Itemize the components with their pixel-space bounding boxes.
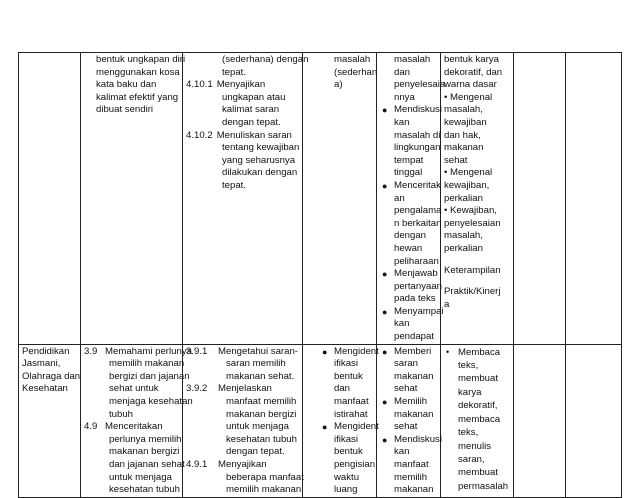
text-line: lingkungan: [394, 142, 441, 154]
text-line: makanan: [444, 142, 484, 154]
cell-competency: [81, 53, 186, 345]
bullet-icon: ●: [382, 434, 388, 445]
cell-blank: [566, 53, 622, 345]
text-line: kesehatan tubuh: [226, 433, 297, 445]
bullet-icon: ●: [382, 180, 388, 191]
text-line: dan hak,: [444, 129, 481, 141]
text-line: bentuk: [334, 370, 363, 382]
text-line: Mendiskusi: [394, 104, 442, 116]
text-line: dan: [394, 66, 411, 78]
text-line: bergizi dan jajanan: [109, 370, 190, 382]
indicator-item: [186, 130, 300, 143]
cell-indicator: [183, 344, 303, 497]
subject-line: Olahraga dan: [22, 370, 81, 382]
bullet-icon: ●: [382, 397, 388, 408]
text-line: kan: [394, 318, 410, 330]
text-line: • Mengenal: [444, 91, 493, 103]
text-line: makanan: [394, 484, 434, 496]
list-item: [380, 268, 443, 306]
cell-activity: [377, 53, 446, 345]
text-line: Memberi: [394, 345, 432, 357]
text-line: Menyajikan: [218, 459, 267, 470]
table-row: [19, 53, 622, 345]
list-item: [380, 305, 444, 344]
text-line: sehat: [444, 154, 468, 166]
text-line: • Kewajiban,: [444, 205, 497, 217]
cell-material: [303, 53, 377, 345]
bullet-icon: ●: [322, 422, 328, 433]
list-item: [380, 346, 438, 396]
text-line: menggunakan kosa: [96, 66, 180, 78]
text-line: ungkapan atau: [222, 91, 286, 103]
text-line: Praktik/Kinerj: [444, 286, 501, 298]
text-line: manfaat: [394, 459, 429, 470]
competency-text: [84, 54, 186, 117]
text-line: dan: [334, 383, 351, 395]
text-line: a: [444, 298, 450, 310]
text-line: untuk menjaga: [226, 421, 289, 433]
indicator-item: [186, 346, 300, 384]
text-line: an: [394, 192, 405, 204]
text-line: teks,: [458, 427, 479, 439]
text-line: makanan sehat.: [226, 370, 295, 382]
list-item: [380, 104, 442, 180]
text-line: Menyajikan: [216, 79, 266, 91]
text-line: kewajiban,: [444, 179, 490, 191]
text-line: pertanyaan: [394, 280, 443, 292]
text-line: dilakukan dengan: [222, 167, 298, 179]
text-line: masalah di: [394, 129, 441, 141]
text-line: pendapat: [394, 331, 435, 343]
competency-item: [84, 345, 193, 422]
text-line: manfaat: [334, 396, 369, 408]
text-line: (sederhana) dengan: [222, 54, 309, 65]
list-item: [380, 179, 442, 268]
indicator-number: 4.10.1: [186, 79, 213, 91]
subject-line: Pendidikan: [22, 345, 70, 357]
text-line: memilih makanan: [109, 358, 185, 370]
text-line: ifikasi: [334, 358, 358, 370]
text-line: pengalama: [394, 205, 442, 217]
material-list: [306, 345, 379, 497]
assessment-heading: Keterampilan: [444, 264, 501, 276]
list-item: [444, 346, 511, 493]
text-line: tempat: [394, 154, 424, 166]
text-line: kan: [394, 116, 410, 128]
indicator-item: [186, 383, 300, 459]
text-line: Menceritak: [394, 179, 441, 191]
text-line: menulis: [458, 440, 492, 452]
text-line: (sederhan: [334, 66, 378, 78]
list-item: [380, 433, 442, 497]
text-line: memilih: [394, 471, 428, 483]
cell-blank: [514, 53, 566, 345]
text-line: sehat: [394, 421, 418, 433]
bullet-icon: ●: [382, 105, 388, 116]
text-line: perlunya memilih: [109, 433, 182, 445]
text-line: tubuh: [109, 408, 134, 420]
text-line: Mengident: [334, 421, 379, 433]
text-line: dengan tepat.: [222, 116, 281, 128]
text-line: dekoratif,: [458, 400, 498, 412]
text-line: dibuat sendiri: [96, 104, 154, 116]
indicator-number: 3.9.1: [186, 345, 208, 357]
list-item: [320, 421, 379, 497]
text-line: perkalian: [444, 242, 483, 254]
text-line: sehat untuk: [109, 383, 159, 395]
text-line: luang: [334, 484, 358, 496]
text-line: kalimat efektif yang: [96, 91, 179, 103]
text-line: makanan: [394, 370, 434, 382]
text-line: Membaca: [458, 346, 501, 358]
text-line: makanan: [394, 408, 434, 420]
text-line: yang seharusnya: [222, 154, 296, 166]
bullet-icon: ●: [382, 269, 388, 280]
text-line: nnya: [394, 91, 415, 103]
text-line: teks,: [458, 360, 479, 372]
text-line: manfaat memilih: [226, 396, 297, 408]
text-line: istirahat: [334, 408, 368, 420]
text-line: dengan: [394, 230, 427, 242]
text-line: n berkaitan: [394, 217, 442, 229]
text-line: dan jajanan sehat: [109, 459, 185, 470]
text-line: membaca: [458, 413, 501, 425]
text-line: Mengetahui saran-: [218, 345, 298, 357]
text-line: makanan bergizi: [109, 446, 180, 458]
text-line: hewan: [394, 242, 423, 254]
text-line: permasalah: [458, 480, 509, 492]
text-line: penyelesaian: [444, 217, 501, 229]
competency-number: 3.9: [84, 345, 98, 357]
assessment-list: [444, 346, 511, 493]
text-line: saran: [394, 358, 418, 370]
text-line: Mendiskusi: [394, 433, 442, 445]
text-line: Menyampai: [394, 305, 444, 317]
competency-number: 4.9: [84, 421, 98, 433]
cell-blank: [514, 344, 566, 497]
indicator-item: [186, 79, 300, 92]
text-line: warna dasar: [444, 79, 497, 91]
indicator-number: 3.9.2: [186, 383, 208, 395]
text-line: kan: [394, 446, 410, 458]
text-line: dekoratif, dan: [444, 66, 503, 78]
text-line: sehat: [394, 383, 418, 395]
text-line: membuat: [458, 373, 498, 385]
text-line: tepat.: [222, 179, 247, 191]
bullet-icon: ●: [382, 306, 388, 317]
bullet-icon: ●: [382, 346, 388, 357]
text-line: masalah: [394, 54, 431, 65]
text-line: kesehatan tubuh: [109, 484, 180, 496]
cell-competency: [81, 344, 193, 497]
table-row: [19, 344, 622, 497]
bullet-icon: ●: [322, 346, 328, 357]
text-line: a): [334, 79, 343, 91]
subject-line: Kesehatan: [22, 383, 68, 395]
text-line: ifikasi: [334, 433, 358, 445]
text-line: Memahami perlunya: [105, 345, 192, 357]
text-line: Menceritakan: [105, 421, 163, 433]
text-line: Mengident: [334, 345, 379, 357]
text-line: kalimat saran: [222, 104, 280, 116]
text-line: Menjelaskan: [218, 383, 272, 395]
cell-subject: [19, 53, 81, 345]
text-line: kewajiban: [444, 116, 487, 128]
text-line: dengan tepat.: [226, 446, 285, 458]
text-line: bentuk karya: [444, 54, 499, 65]
text-line: memilih makanan: [226, 484, 302, 496]
cell-activity: [377, 344, 441, 497]
cell-indicator: [183, 53, 309, 345]
text-line: Menjawab: [394, 268, 438, 280]
text-line: penyelesaia: [394, 79, 446, 91]
activity-list: [380, 104, 444, 343]
cell-assessment: [441, 53, 514, 345]
text-line: untuk menjaga: [109, 471, 172, 483]
text-line: peliharaan: [394, 255, 439, 267]
text-line: kata baku dan: [96, 79, 157, 91]
indicator-number: 4.10.2: [186, 129, 213, 141]
text-line: bentuk ungkapan diri: [96, 54, 186, 65]
text-line: tentang kewajiban: [222, 142, 300, 154]
text-line: tepat.: [222, 66, 247, 78]
activity-list: [380, 345, 442, 497]
text-line: membuat: [458, 467, 498, 479]
text-line: saran,: [458, 453, 485, 465]
text-line: Menuliskan saran: [216, 129, 292, 141]
cell-subject: [19, 344, 81, 497]
text-line: bentuk: [334, 446, 363, 458]
text-line: saran memilih: [226, 358, 286, 370]
text-line: perkalian: [444, 192, 483, 204]
text-line: karya: [458, 386, 482, 398]
indicator-item: [186, 459, 304, 497]
cell-blank: [566, 344, 622, 497]
bullet-icon: •: [446, 346, 450, 357]
cell-material: [303, 344, 377, 497]
subject-line: Jasmani,: [22, 358, 61, 370]
text-line: masalah,: [444, 104, 483, 116]
text-line: pengisian: [334, 459, 376, 470]
competency-item: [84, 421, 185, 497]
text-line: menjaga kesehatan: [109, 396, 193, 408]
text-line: pada teks: [394, 293, 436, 305]
list-item: [320, 345, 379, 422]
text-line: makanan bergizi: [226, 408, 297, 420]
list-item: [380, 396, 438, 434]
text-line: beberapa manfaat: [226, 471, 304, 483]
text-line: waktu: [334, 471, 360, 483]
text-line: • Mengenal: [444, 167, 493, 179]
lesson-plan-table: [18, 52, 622, 498]
text-line: tinggal: [394, 167, 423, 179]
cell-assessment: [441, 344, 514, 497]
text-line: masalah: [334, 54, 371, 65]
indicator-number: 4.9.1: [186, 459, 208, 470]
text-line: masalah,: [444, 230, 483, 242]
text-line: Memilih: [394, 396, 428, 408]
